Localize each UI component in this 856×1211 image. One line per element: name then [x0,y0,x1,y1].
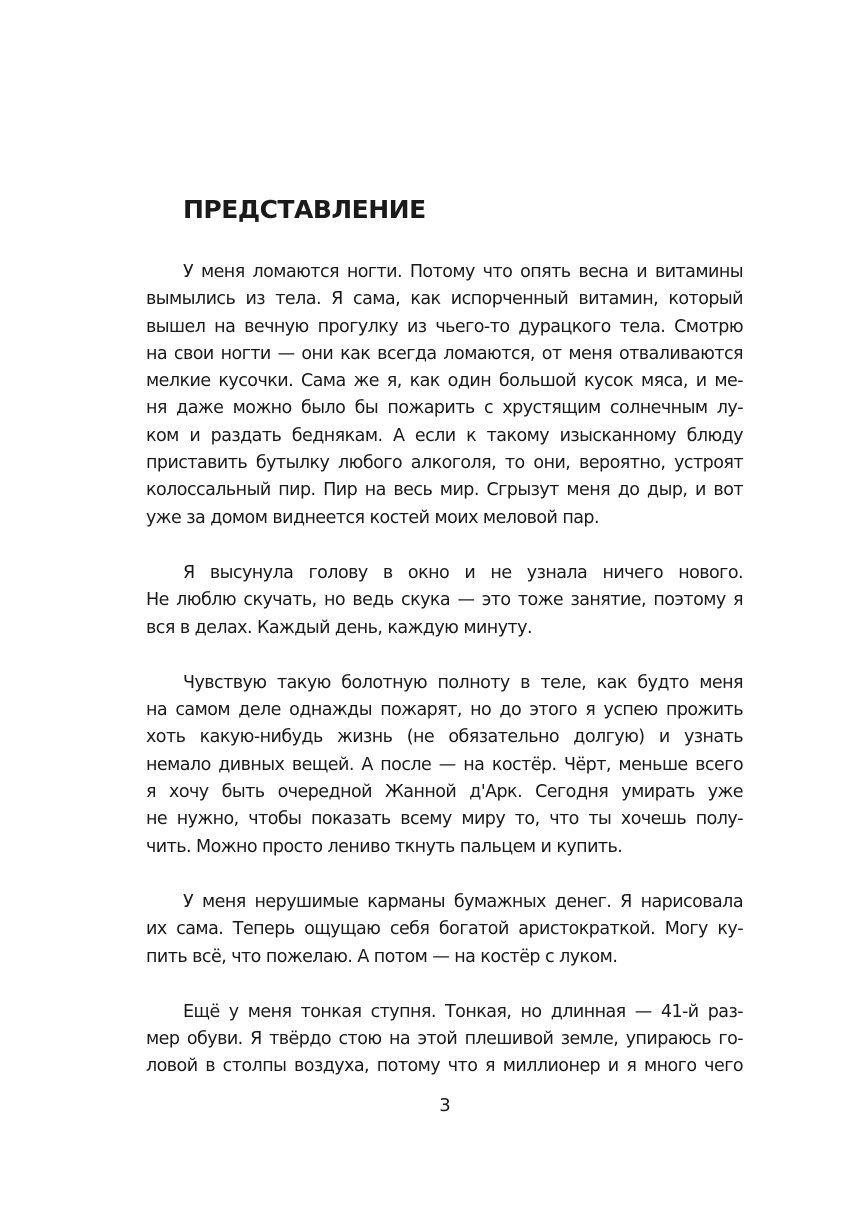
text-line: мер обуви. Я твёрдо стою на этой плешивой земле, упираюсь го- [146,1029,743,1050]
text-line: приставить бутылку любого алкоголя, то они, вероятно, устроят [146,453,743,474]
text-line: немало дивных вещей. А после — на костёр. Чёрт, меньше всего [146,754,743,775]
text-line: вся в делах. Каждый день, каждую минуту. [146,617,532,638]
text-line: их сама. Теперь ощущаю себя богатой аристократкой. Могу ку- [146,919,743,940]
text-line: пить всё, что пожелаю. А потом — на костёр с луком. [146,946,618,967]
text-line: вымылись из тела. Я сама, как испорченный витамин, который [146,289,743,310]
text-line: я хочу быть очередной Жанной д'Арк. Сегодня умирать уже [146,782,743,803]
text-line: ком и раздать беднякам. А если к такому изысканному блюду [146,425,743,446]
text-line: Ещё у меня тонкая ступня. Тонкая, но длинная — 41-й раз- [183,1001,743,1022]
text-line: ловой в столпы воздуха, потому что я миллионер и я много чего [146,1056,743,1077]
text-line: чить. Можно просто лениво ткнуть пальцем и купить. [146,836,623,857]
text-line: хоть какую-нибудь жизнь (не обязательно долгую) и узнать [146,727,743,748]
text-line: не нужно, чтобы показать всему миру то, что ты хочешь полу- [146,809,743,830]
text-line: Чувствую такую болотную полноту в теле, как будто меня [183,672,743,693]
paragraph-3 [146,670,743,861]
text-line: Не люблю скучать, но ведь скука — это тоже занятие, поэтому я [146,590,743,611]
paragraph-4 [146,889,743,971]
text-line: Я высунула голову в окно и не узнала ничего нового. [183,562,743,583]
chapter-title: ПРЕДСТАВЛЕНИЕ [183,195,426,224]
paragraph-2 [146,560,743,642]
text-line: ня даже можно было бы пожарить с хрустящим солнечным лу- [146,398,743,419]
text-line: уже за домом виднеется костей моих меловой пар. [146,507,599,528]
text-line: на свои ногти — они как всегда ломаются, от меня отваливаются [146,343,743,364]
text-line: У меня нерушимые карманы бумажных денег. Я нарисовала [183,891,743,912]
text-line: на самом деле однажды пожарят, но до этого я успею прожить [146,700,743,721]
paragraph-1 [146,259,743,532]
paragraph-5 [146,999,743,1081]
text-line: вышел на вечную прогулку из чьего-то дурацкого тела. Смотрю [146,316,743,337]
page-number: 3 [439,1095,451,1116]
chapter-body [146,259,743,1109]
text-line: мелкие кусочки. Сама же я, как один большой кусок мяса, и ме- [146,371,743,392]
text-line: У меня ломаются ногти. Потому что опять весна и витамины [183,262,743,282]
text-line: колоссальный пир. Пир на весь мир. Сгрызут меня до дыр, и вот [146,480,743,501]
